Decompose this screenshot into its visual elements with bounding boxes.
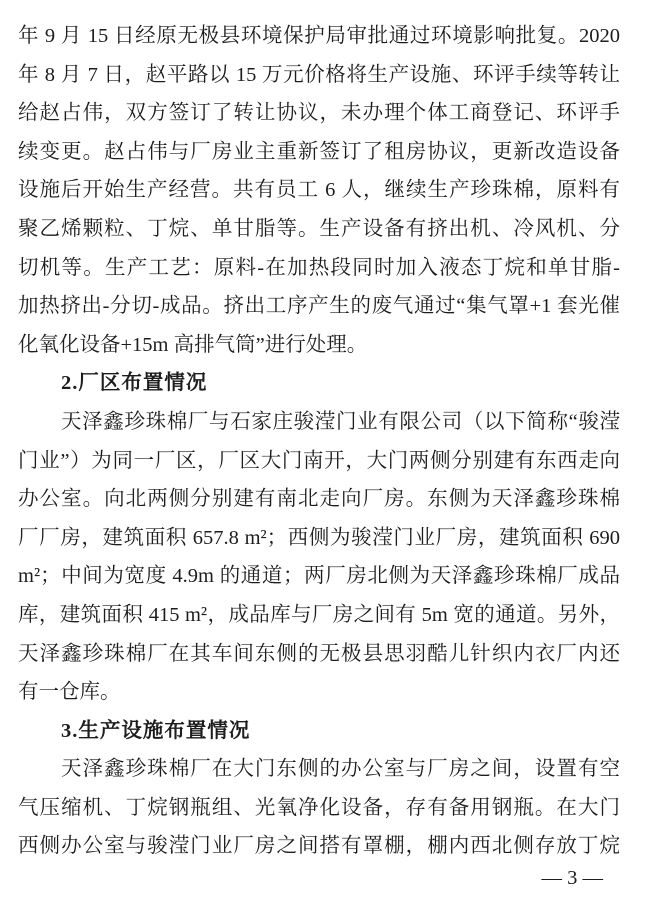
para-facility-layout-line: 西侧办公室与骏滢门业厂房之间搭有罩棚，棚内西北侧存放丁烷 bbox=[18, 835, 620, 858]
document-body bbox=[18, 17, 620, 866]
para-history-continuation-line: 设施后开始生产经营。共有员工 6 人，继续生产珍珠棉，原料有 bbox=[18, 179, 620, 202]
para-history-continuation-line: 年 8 月 7 日，赵平路以 15 万元价格将生产设施、环评手续等转让 bbox=[18, 63, 620, 86]
section-3-heading: 3.生产设施布置情况 bbox=[61, 719, 251, 742]
para-plant-layout-line: 天泽鑫珍珠棉厂与石家庄骏滢门业有限公司（以下简称“骏滢 bbox=[61, 410, 620, 433]
para-history-continuation-line: 续变更。赵占伟与厂房业主重新签订了租房协议，更新改造设备 bbox=[18, 140, 620, 163]
para-plant-layout-line: m²；中间为宽度 4.9m 的通道；两厂房北侧为天泽鑫珍珠棉厂成品 bbox=[18, 565, 620, 588]
para-plant-layout-line: 库，建筑面积 415 m²，成品库与厂房之间有 5m 宽的通道。另外， bbox=[18, 603, 620, 626]
para-plant-layout-line: 有一仓库。 bbox=[18, 681, 121, 704]
para-plant-layout-line: 厂厂房，建筑面积 657.8 m²；西侧为骏滢门业厂房，建筑面积 690 bbox=[18, 526, 620, 549]
para-history-continuation-line: 聚乙烯颗粒、丁烷、单甘脂等。生产设备有挤出机、冷风机、分 bbox=[18, 217, 620, 240]
para-plant-layout-line: 天泽鑫珍珠棉厂在其车间东侧的无极县思羽酷儿针织内衣厂内还 bbox=[18, 642, 620, 665]
para-plant-layout-line: 门业”）为同一厂区，厂区大门南开，大门两侧分别建有东西走向 bbox=[18, 449, 620, 472]
section-2-heading: 2.厂区布置情况 bbox=[61, 372, 208, 395]
para-history-continuation-line: 切机等。生产工艺：原料-在加热段同时加入液态丁烷和单甘脂- bbox=[18, 256, 620, 279]
para-facility-layout-line: 气压缩机、丁烷钢瓶组、光氧净化设备，存有备用钢瓶。在大门 bbox=[18, 796, 620, 819]
para-history-continuation-line: 给赵占伟，双方签订了转让协议，未办理个体工商登记、环评手 bbox=[18, 102, 620, 125]
page-number: — 3 — bbox=[541, 867, 603, 889]
para-history-continuation-line: 化氧化设备+15m 高排气筒”进行处理。 bbox=[18, 333, 368, 356]
para-history-continuation-line: 加热挤出-分切-成品。挤出工序产生的废气通过“集气罩+1 套光催 bbox=[18, 295, 620, 318]
para-facility-layout-line: 天泽鑫珍珠棉厂在大门东侧的办公室与厂房之间，设置有空 bbox=[61, 758, 620, 781]
para-history-continuation-line: 年 9 月 15 日经原无极县环境保护局审批通过环境影响批复。2020 bbox=[18, 25, 620, 47]
para-plant-layout-line: 办公室。向北两侧分别建有南北走向厂房。东侧为天泽鑫珍珠棉 bbox=[18, 488, 620, 511]
